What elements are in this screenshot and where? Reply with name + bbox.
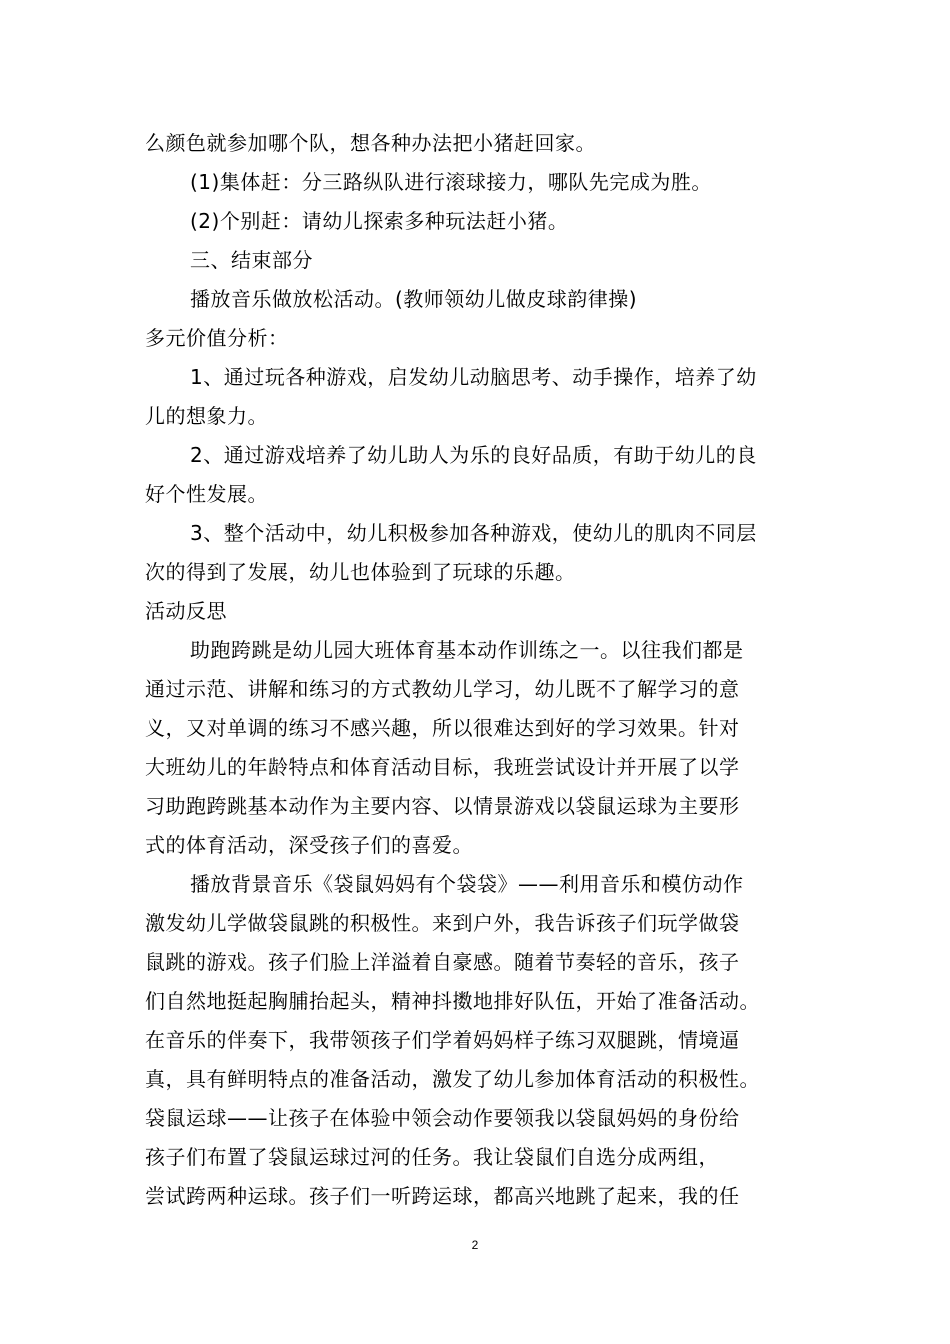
text-line: (1)集体赶：分三路纵队进行滚球接力，哪队先完成为胜。 [190,170,712,194]
text-line: 鼠跳的游戏。孩子们脸上洋溢着自豪感。随着节奏轻的音乐，孩子 [145,950,740,974]
text-line: 3、整个活动中，幼儿积极参加各种游戏，使幼儿的肌肉不同层 [190,521,757,545]
text-line: (2)个别赶：请幼儿探索多种玩法赶小猪。 [190,209,569,233]
text-line: 激发幼儿学做袋鼠跳的积极性。来到户外，我告诉孩子们玩学做袋 [145,911,740,935]
text-line: 播放音乐做放松活动。(教师领幼儿做皮球韵律操) [190,287,638,311]
text-line: 2、通过游戏培养了幼儿助人为乐的良好品质，有助于幼儿的良 [190,443,757,467]
page-number: 2 [471,1238,479,1252]
text-line: 大班幼儿的年龄特点和体育活动目标，我班尝试设计并开展了以学 [145,755,740,779]
text-line: 儿的想象力。 [145,404,268,428]
text-line: 孩子们布置了袋鼠运球过河的任务。我让袋鼠们自选分成两组， [145,1145,719,1169]
text-line: 义，又对单调的练习不感兴趣，所以很难达到好的学习效果。针对 [145,716,740,740]
text-line: 么颜色就参加哪个队，想各种办法把小猪赶回家。 [145,131,596,155]
text-line: 助跑跨跳是幼儿园大班体育基本动作训练之一。以往我们都是 [190,638,744,662]
text-line: 次的得到了发展，幼儿也体验到了玩球的乐趣。 [145,560,576,584]
document-body [145,124,815,1216]
text-line: 通过示范、讲解和练习的方式教幼儿学习，幼儿既不了解学习的意 [145,677,740,701]
section-heading: 多元价值分析： [145,326,289,350]
text-line: 1、通过玩各种游戏，启发幼儿动脑思考、动手操作，培养了幼 [190,365,757,389]
text-line: 尝试跨两种运球。孩子们一听跨运球，都高兴地跳了起来，我的任 [145,1184,740,1208]
text-line: 袋鼠运球——让孩子在体验中领会动作要领我以袋鼠妈妈的身份给 [145,1106,740,1130]
text-line: 好个性发展。 [145,482,268,506]
text-line: 真，具有鲜明特点的准备活动，激发了幼儿参加体育活动的积极性。 [145,1067,760,1091]
text-line: 式的体育活动，深受孩子们的喜爱。 [145,833,473,857]
text-line: 习助跑跨跳基本动作为主要内容、以情景游戏以袋鼠运球为主要形 [145,794,740,818]
section-heading: 三、结束部分 [190,248,313,272]
text-line: 在音乐的伴奏下，我带领孩子们学着妈妈样子练习双腿跳，情境逼 [145,1028,740,1052]
text-line: 播放背景音乐《袋鼠妈妈有个袋袋》——利用音乐和模仿动作 [190,872,744,896]
text-line: 们自然地挺起胸脯抬起头，精神抖擞地排好队伍，开始了准备活动。 [145,989,760,1013]
section-heading: 活动反思 [145,599,227,623]
